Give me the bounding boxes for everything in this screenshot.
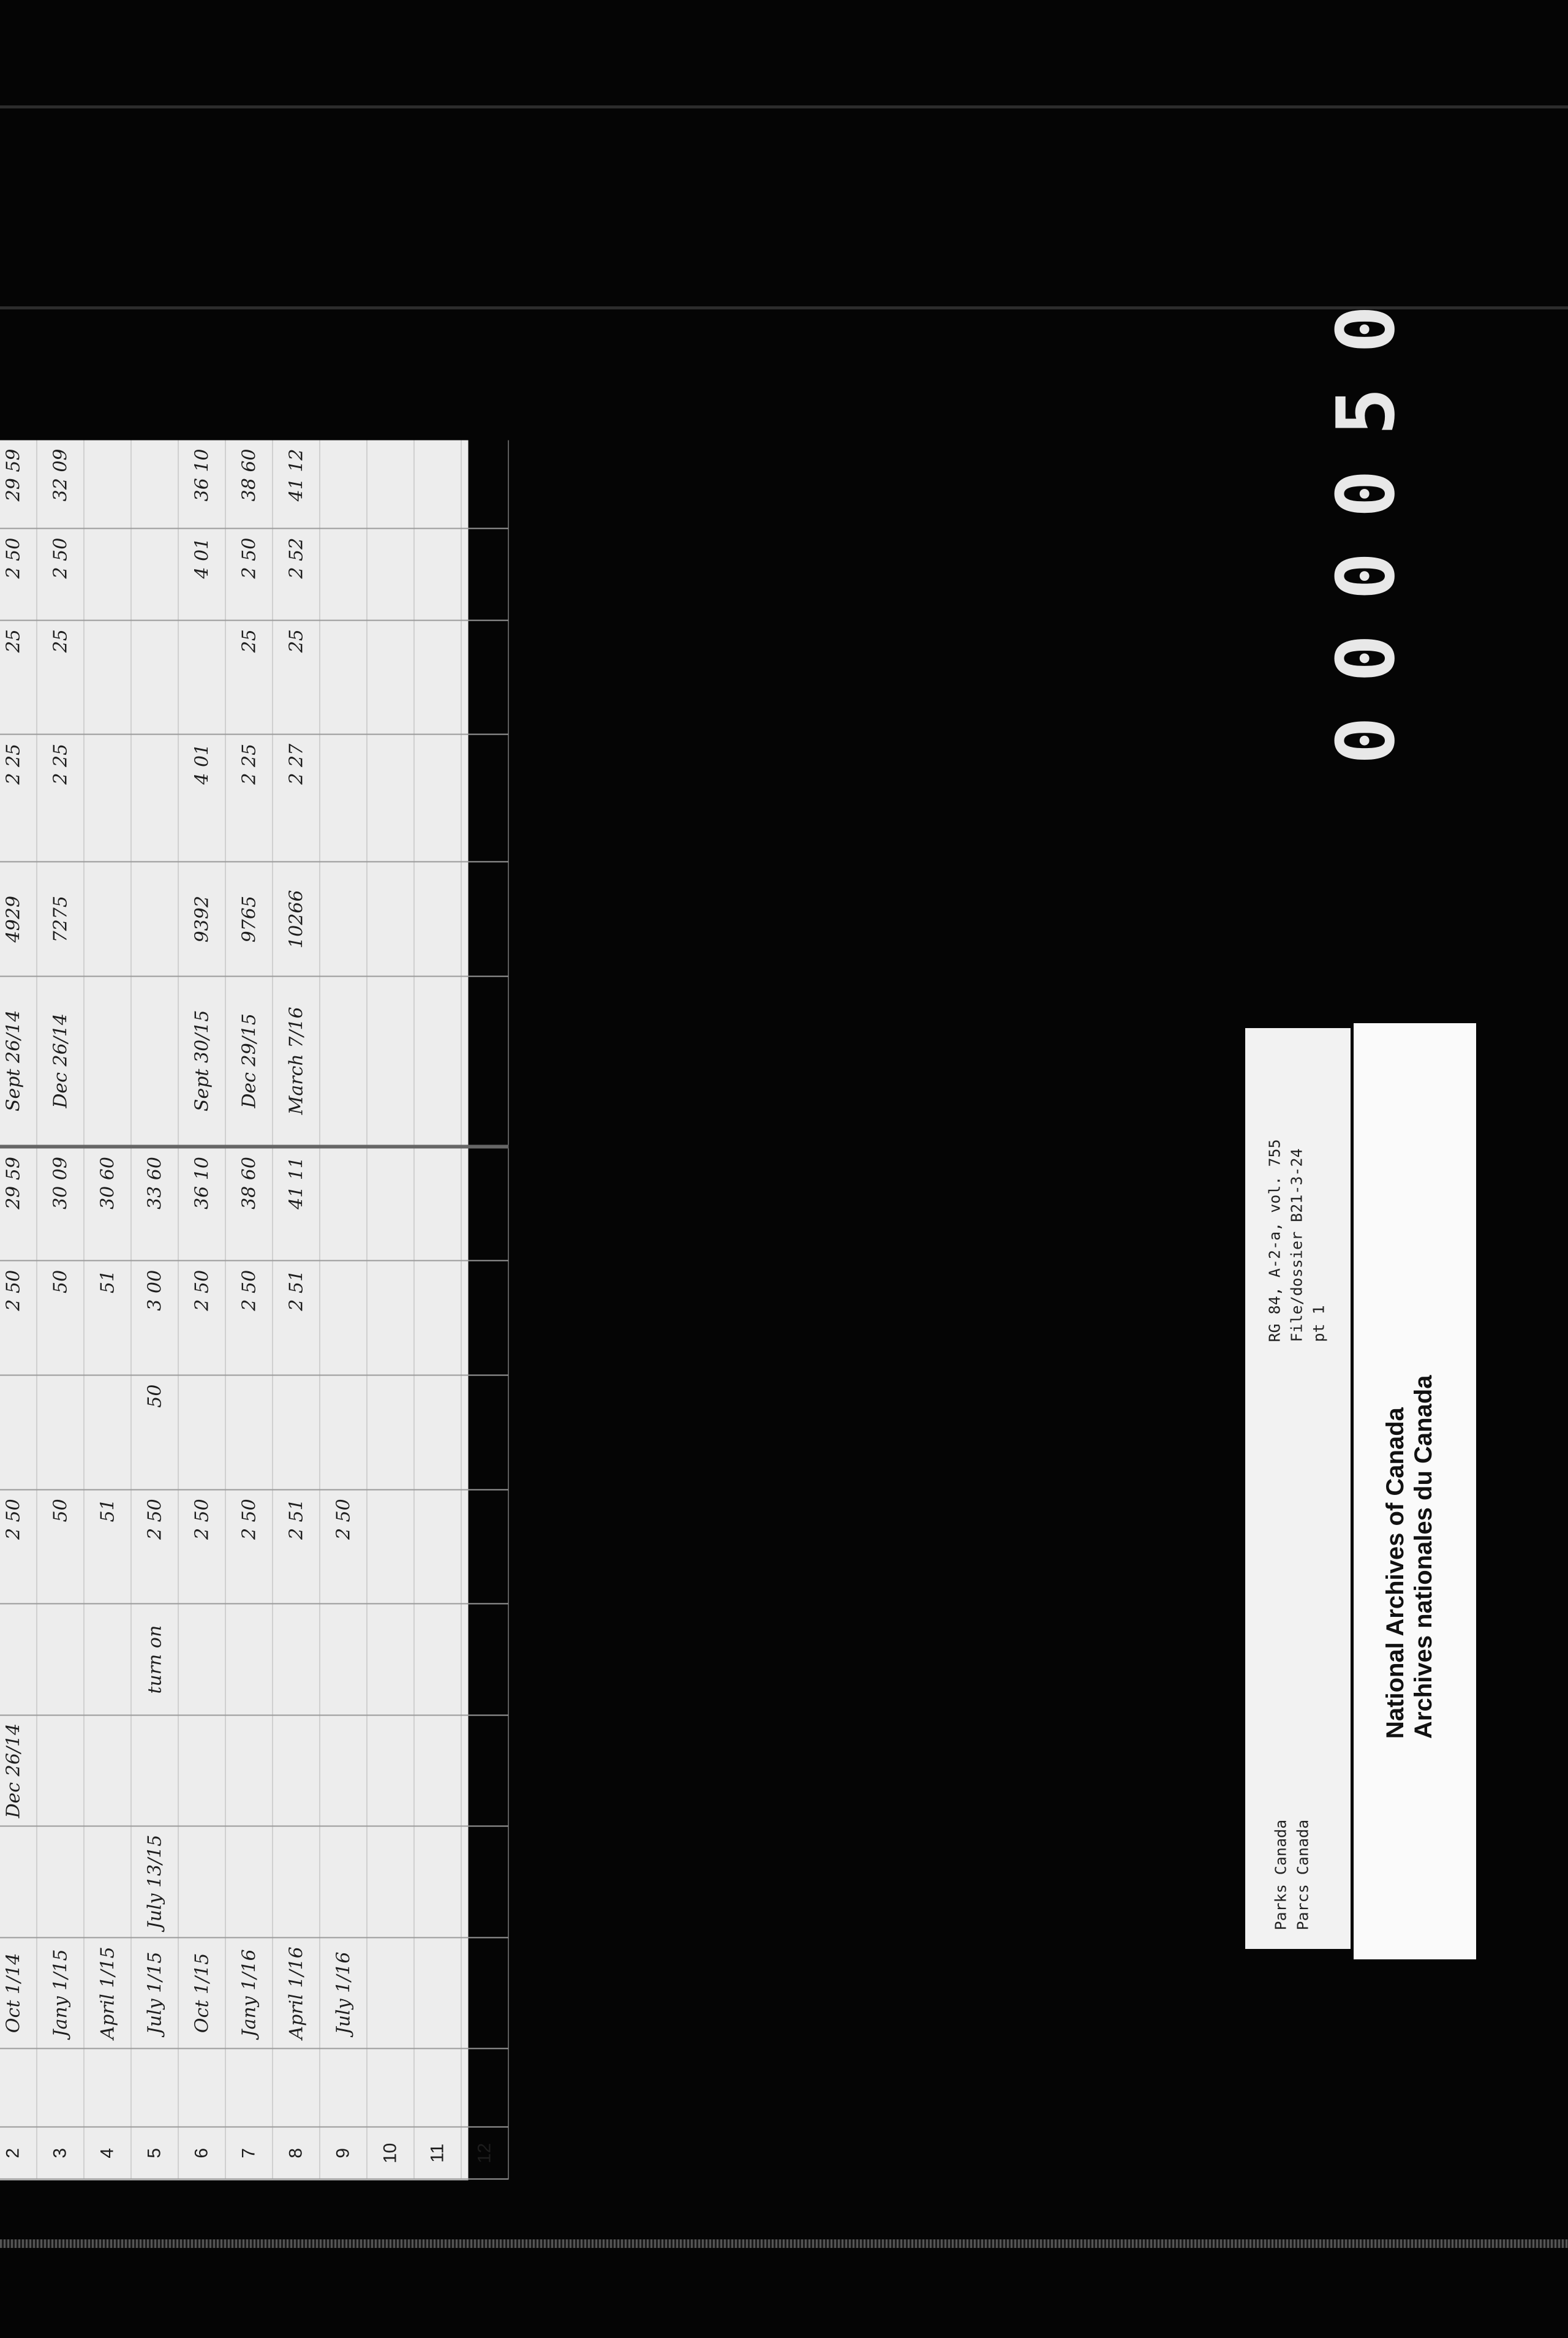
table-cell [414, 529, 461, 620]
ledger-table [0, 441, 509, 2181]
table-cell [414, 1375, 461, 1490]
table-cell [461, 620, 508, 735]
table-cell: 2 25 [0, 735, 37, 862]
table-cell [178, 1715, 225, 1826]
table-cell [367, 441, 414, 529]
table-cell [320, 862, 367, 977]
table-cell: 25 [0, 620, 37, 735]
table-cell: 50 [37, 1261, 84, 1375]
table-cell [320, 2049, 367, 2127]
table-cell [461, 2049, 508, 2127]
table-cell: turn on [131, 1604, 178, 1715]
table-cell [461, 1715, 508, 1826]
table-row [320, 441, 367, 2180]
table-cell [225, 1826, 273, 1937]
table-cell [320, 977, 367, 1146]
table-cell [84, 735, 131, 862]
line-number: 9 [320, 2127, 367, 2179]
table-cell [225, 1715, 273, 1826]
table-cell [178, 1375, 225, 1490]
line-number: 11 [414, 2127, 461, 2179]
table-cell [461, 1489, 508, 1604]
table-cell [461, 1937, 508, 2048]
table-cell [367, 1826, 414, 1937]
table-cell: 2 50 [178, 1261, 225, 1375]
table-cell [178, 620, 225, 735]
table-cell [461, 1146, 508, 1261]
line-number: 8 [273, 2127, 320, 2179]
table-row [178, 441, 225, 2180]
table-cell: April 1/16 [273, 1937, 320, 2048]
table-row [225, 441, 273, 2180]
table-cell [320, 1146, 367, 1261]
table-cell: 9765 [225, 862, 273, 977]
table-cell [225, 1604, 273, 1715]
table-cell [37, 1826, 84, 1937]
table-cell [84, 977, 131, 1146]
table-cell [414, 1604, 461, 1715]
line-number: 3 [37, 2127, 84, 2179]
table-cell [84, 1604, 131, 1715]
line-number: 7 [225, 2127, 273, 2179]
table-cell [178, 1826, 225, 1937]
frame-number: 000050 [1319, 271, 1412, 765]
table-cell [131, 620, 178, 735]
table-cell [320, 1826, 367, 1937]
table-row [84, 441, 131, 2180]
table-row [131, 441, 178, 2180]
table-cell [367, 1146, 414, 1261]
table-row [367, 441, 414, 2180]
table-cell [131, 441, 178, 529]
table-cell: 30 60 [84, 1146, 131, 1261]
table-cell [84, 862, 131, 977]
table-cell: 29 59 [0, 441, 37, 529]
table-cell: July 13/15 [131, 1826, 178, 1937]
table-cell [414, 441, 461, 529]
table-cell [225, 1375, 273, 1490]
table-cell [414, 1937, 461, 2048]
table-cell: 29 59 [0, 1146, 37, 1261]
table-cell: 38 60 [225, 1146, 273, 1261]
line-number: 12 [461, 2127, 508, 2179]
table-cell: Jany 1/15 [37, 1937, 84, 2048]
table-cell [0, 1375, 37, 1490]
table-cell: 4929 [0, 862, 37, 977]
table-cell: 36 10 [178, 1146, 225, 1261]
table-cell: 41 11 [273, 1146, 320, 1261]
table-cell: 51 [84, 1261, 131, 1375]
table-cell [461, 1375, 508, 1490]
table-cell [367, 620, 414, 735]
table-cell [367, 529, 414, 620]
table-cell: 2 51 [273, 1489, 320, 1604]
table-cell: 36 10 [178, 441, 225, 529]
table-cell [414, 1715, 461, 1826]
table-cell [414, 1261, 461, 1375]
table-cell: 25 [37, 620, 84, 735]
table-cell: 2 25 [225, 735, 273, 862]
table-cell [367, 1937, 414, 2048]
table-cell [414, 862, 461, 977]
table-cell [131, 529, 178, 620]
table-cell: 10266 [273, 862, 320, 977]
table-cell [461, 862, 508, 977]
table-cell: 2 50 [0, 1261, 37, 1375]
table-cell: 25 [273, 620, 320, 735]
table-cell: 2 50 [320, 1489, 367, 1604]
parks-canada-text: Parks Canada Parcs Canada [1272, 1819, 1312, 1931]
table-cell [178, 2049, 225, 2127]
table-cell [37, 1375, 84, 1490]
table-cell [461, 1604, 508, 1715]
table-cell [461, 1261, 508, 1375]
table-cell: 25 [225, 620, 273, 735]
table-cell [414, 735, 461, 862]
table-cell: 51 [84, 1489, 131, 1604]
table-cell [84, 620, 131, 735]
table-cell [84, 529, 131, 620]
table-cell: 2 50 [131, 1489, 178, 1604]
table-cell [84, 2049, 131, 2127]
table-cell [320, 735, 367, 862]
line-number: 5 [131, 2127, 178, 2179]
table-cell: 41 12 [273, 441, 320, 529]
line-number: 6 [178, 2127, 225, 2179]
table-cell: 2 50 [0, 529, 37, 620]
table-cell [84, 1715, 131, 1826]
table-cell: 50 [131, 1375, 178, 1490]
table-cell [320, 529, 367, 620]
table-cell [37, 1604, 84, 1715]
table-cell [367, 2049, 414, 2127]
table-cell: Jany 1/16 [225, 1937, 273, 2048]
table-cell: Sept 26/14 [0, 977, 37, 1146]
table-cell [414, 1826, 461, 1937]
table-cell [461, 441, 508, 529]
table-row [37, 441, 84, 2180]
table-cell: March 7/16 [273, 977, 320, 1146]
table-cell [414, 977, 461, 1146]
table-cell [367, 862, 414, 977]
table-cell [320, 1261, 367, 1375]
table-cell: April 1/15 [84, 1937, 131, 2048]
table-cell [84, 1826, 131, 1937]
table-cell [367, 735, 414, 862]
table-cell [178, 1604, 225, 1715]
line-number: 4 [84, 2127, 131, 2179]
table-cell [367, 1375, 414, 1490]
table-cell [414, 1489, 461, 1604]
table-cell: 2 50 [225, 1489, 273, 1604]
table-cell: July 1/15 [131, 1937, 178, 2048]
table-cell: Sept 30/15 [178, 977, 225, 1146]
table-cell: 2 52 [273, 529, 320, 620]
table-cell [273, 2049, 320, 2127]
table-cell: 2 51 [273, 1261, 320, 1375]
table-cell [461, 1826, 508, 1937]
table-cell [131, 2049, 178, 2127]
table-cell [414, 1146, 461, 1261]
table-cell: 7275 [37, 862, 84, 977]
table-cell [320, 620, 367, 735]
table-cell: 2 27 [273, 735, 320, 862]
table-cell: 33 60 [131, 1146, 178, 1261]
table-cell [0, 2049, 37, 2127]
table-row [273, 441, 320, 2180]
table-cell [37, 1715, 84, 1826]
archive-reference-text: RG 84, A-2-a, vol. 755 File/dossier B21-3-24 pt 1 [1265, 1139, 1328, 1342]
table-cell [320, 441, 367, 529]
table-cell: 2 50 [178, 1489, 225, 1604]
table-cell: 38 60 [225, 441, 273, 529]
table-row [0, 441, 37, 2180]
table-cell: 4 01 [178, 529, 225, 620]
table-cell [461, 977, 508, 1146]
table-cell [37, 2049, 84, 2127]
table-cell: 30 09 [37, 1146, 84, 1261]
table-cell [461, 529, 508, 620]
table-cell [367, 1604, 414, 1715]
table-cell: 2 50 [0, 1489, 37, 1604]
table-cell: 2 50 [225, 1261, 273, 1375]
table-cell [131, 1715, 178, 1826]
table-cell: 9392 [178, 862, 225, 977]
table-cell: 32 09 [37, 441, 84, 529]
table-cell [367, 1489, 414, 1604]
table-cell: 4 01 [178, 735, 225, 862]
table-cell [367, 1261, 414, 1375]
table-cell [414, 2049, 461, 2127]
table-cell: Oct 1/15 [178, 1937, 225, 2048]
table-cell [414, 620, 461, 735]
film-edge [0, 2239, 1568, 2248]
table-cell [273, 1375, 320, 1490]
line-number: 2 [0, 2127, 37, 2179]
table-cell: 2 25 [37, 735, 84, 862]
archive-reference-label [1245, 1028, 1351, 1949]
table-row [461, 441, 508, 2180]
table-cell [0, 1604, 37, 1715]
national-archives-text: National Archives of Canada Archives nationales du Canada [1382, 1375, 1437, 1739]
ledger-card [0, 441, 495, 2181]
table-cell [225, 2049, 273, 2127]
table-cell [131, 977, 178, 1146]
table-cell [320, 1604, 367, 1715]
table-cell [131, 862, 178, 977]
line-number: 10 [367, 2127, 414, 2179]
table-cell [84, 441, 131, 529]
table-cell: 2 50 [225, 529, 273, 620]
table-cell [367, 1715, 414, 1826]
table-cell [320, 1715, 367, 1826]
table-cell [0, 1826, 37, 1937]
table-cell [131, 735, 178, 862]
table-cell: Oct 1/14 [0, 1937, 37, 2048]
table-cell: 3 00 [131, 1261, 178, 1375]
table-cell [273, 1604, 320, 1715]
table-cell [320, 1375, 367, 1490]
table-cell [273, 1715, 320, 1826]
table-cell [461, 735, 508, 862]
table-cell: July 1/16 [320, 1937, 367, 2048]
table-cell: 2 50 [37, 529, 84, 620]
national-archives-label [1354, 1023, 1476, 1959]
table-cell [367, 977, 414, 1146]
table-cell: 50 [37, 1489, 84, 1604]
table-cell [273, 1826, 320, 1937]
table-cell: Dec 26/14 [37, 977, 84, 1146]
table-cell [84, 1375, 131, 1490]
table-cell: Dec 29/15 [225, 977, 273, 1146]
table-row [414, 441, 461, 2180]
table-cell: Dec 26/14 [0, 1715, 37, 1826]
